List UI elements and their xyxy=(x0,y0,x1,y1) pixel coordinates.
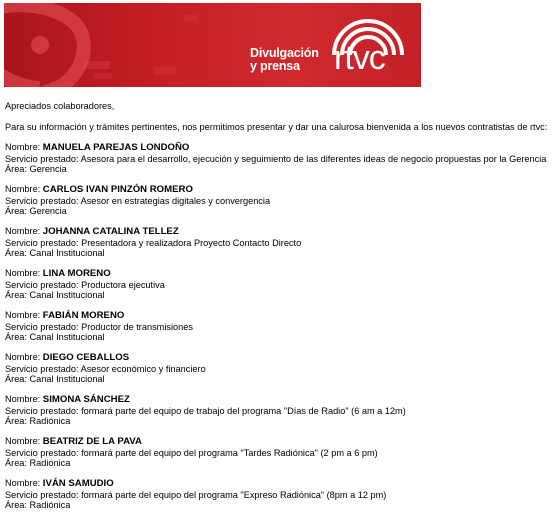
contractor-entry xyxy=(5,142,558,184)
area-line: Área: Radiónica xyxy=(5,500,71,510)
contractor-name: CARLOS IVAN PINZÓN ROMERO xyxy=(42,184,193,195)
contractor-name: BEATRIZ DE LA PAVA xyxy=(42,436,142,447)
name-label: Nombre: xyxy=(5,478,41,488)
service-line: Servicio prestado: Presentadora y realizadora Proyecto Contacto Directo xyxy=(5,237,302,248)
contractor-name: JOHANNA CATALINA TELLEZ xyxy=(42,226,179,237)
name-label: Nombre: xyxy=(5,310,41,320)
name-label: Nombre: xyxy=(5,436,41,446)
greeting: Apreciados colaboradores, xyxy=(5,101,115,111)
contractor-entry xyxy=(5,352,558,394)
name-line xyxy=(5,436,558,448)
contractor-entry xyxy=(5,436,558,478)
name-line xyxy=(5,394,558,406)
area-line: Área: Canal Institucional xyxy=(5,248,105,258)
area-line: Área: Radiónica xyxy=(5,416,71,426)
contractor-name: DIEGO CEBALLOS xyxy=(42,352,130,363)
contractor-entry xyxy=(5,268,558,310)
area-line: Área: Canal Institucional xyxy=(5,374,105,384)
name-line xyxy=(5,142,558,154)
contractor-entry xyxy=(5,394,558,436)
contractor-name: SIMONA SÁNCHEZ xyxy=(42,394,130,405)
area-line: Área: Canal Institucional xyxy=(5,290,105,300)
name-label: Nombre: xyxy=(5,184,41,194)
name-label: Nombre: xyxy=(5,352,41,362)
name-line xyxy=(5,268,558,280)
service-line: Servicio prestado: formará parte del equipo del programa "Tardes Radiónica" (2 pm a 6 pm) xyxy=(5,447,378,458)
name-line xyxy=(5,310,558,322)
service-line: Servicio prestado: Productor de transmisiones xyxy=(5,321,193,332)
area-line: Área: Canal Institucional xyxy=(5,332,105,342)
name-line xyxy=(5,226,558,238)
email-body xyxy=(5,101,558,520)
name-label: Nombre: xyxy=(5,394,41,404)
area-line: Área: Radiónica xyxy=(5,458,71,468)
contractor-entry xyxy=(5,310,558,352)
contractor-name: LINA MORENO xyxy=(42,268,111,279)
contractor-name: MANUELA PAREJAS LONDOÑO xyxy=(42,142,190,153)
name-label: Nombre: xyxy=(5,268,41,278)
contractor-list xyxy=(5,142,558,520)
name-label: Nombre: xyxy=(5,142,41,152)
name-line xyxy=(5,352,558,364)
contractor-entry xyxy=(5,184,558,226)
area-line: Área: Gerencia xyxy=(5,164,67,174)
name-line xyxy=(5,478,558,490)
service-line: Servicio prestado: Asesora para el desarrollo, ejecución y seguimiento de las diferentes ideas de negocio propuestas por la Gerencia xyxy=(5,153,547,164)
service-line: Servicio prestado: Productora ejecutiva xyxy=(5,279,165,290)
logo-text: rtvc xyxy=(334,39,385,77)
rtvc-logo xyxy=(326,17,414,81)
contractor-entry xyxy=(5,226,558,268)
contractor-name: FABIÁN MORENO xyxy=(42,310,125,321)
header-banner xyxy=(4,3,421,87)
service-line: Servicio prestado: formará parte del equipo de trabajo del programa "Días de Radio" (6 am a 12m) xyxy=(5,405,406,416)
banner-title-line2: y prensa xyxy=(250,59,300,73)
banner-title xyxy=(250,47,319,73)
intro-paragraph: Para su información y trámites pertinentes, nos permitimos presentar y dar una calurosa bienvenida a los nuevos contratistas de rtvc: xyxy=(5,121,548,132)
contractor-name: IVÁN SAMUDIO xyxy=(42,478,114,489)
service-line: Servicio prestado: formará parte del equipo del programa "Expreso Radiónica" (8pm a 12 pm) xyxy=(5,489,387,500)
area-line: Área: Gerencia xyxy=(5,206,67,216)
name-label: Nombre: xyxy=(5,226,41,236)
name-line xyxy=(5,184,558,196)
service-line: Servicio prestado: Asesor económico y financiero xyxy=(5,363,206,374)
service-line: Servicio prestado: Asesor en estrategias digitales y convergencia xyxy=(5,195,271,206)
banner-title-line1: Divulgación xyxy=(250,46,319,60)
